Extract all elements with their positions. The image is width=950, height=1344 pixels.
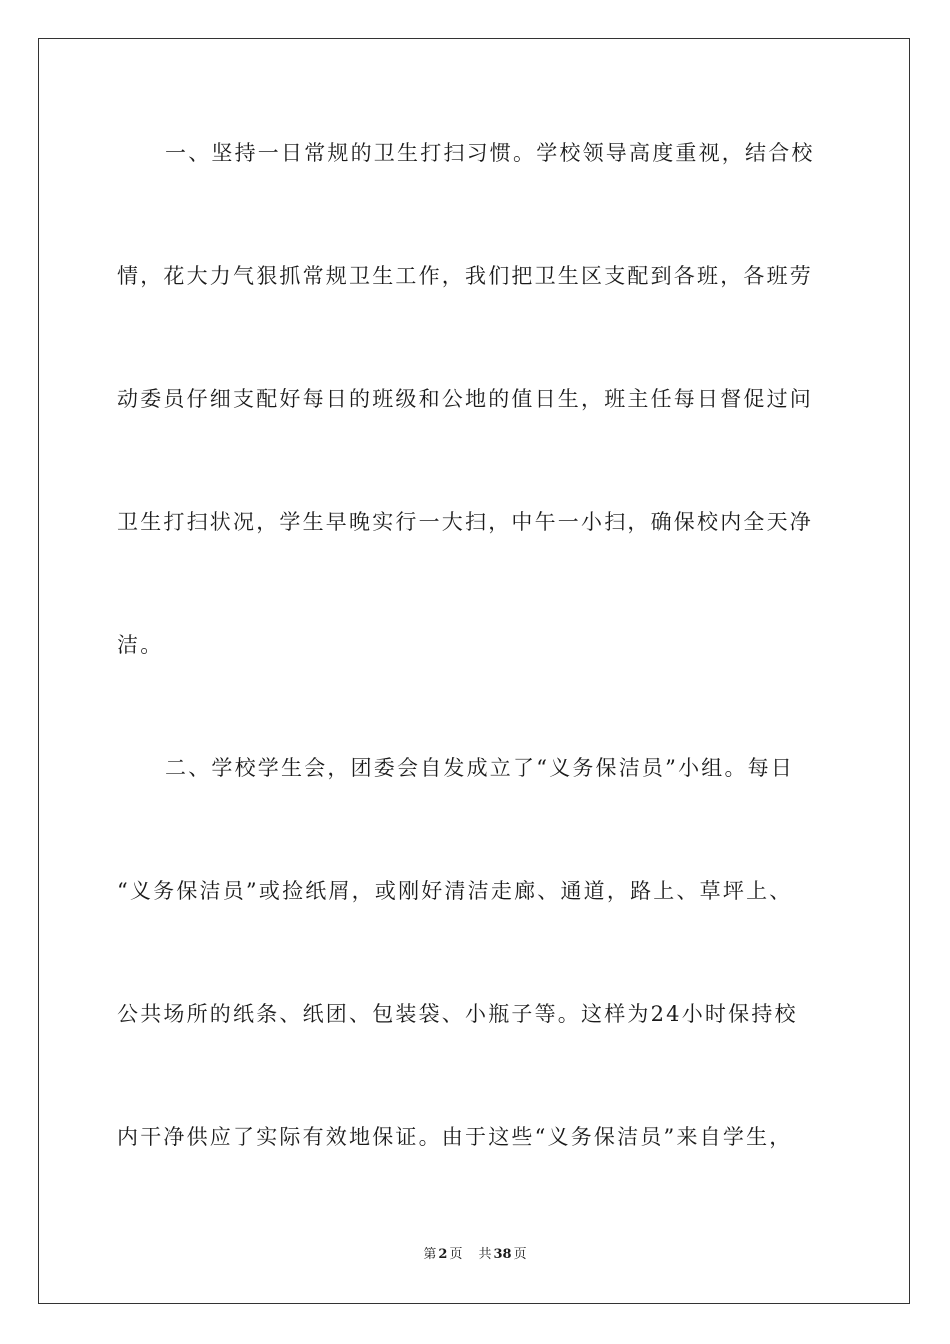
footer-page-prefix: 第 <box>423 1247 437 1262</box>
paragraph-1-line-5: 洁。 <box>117 633 164 657</box>
paragraph-2-line-3: 公共场所的纸条、纸团、包装袋、小瓶子等。这样为24小时保持校 <box>117 1002 798 1026</box>
page-footer <box>0 1246 950 1264</box>
paragraph-2-line-4: 内干净供应了实际有效地保证。由于这些“义务保洁员”来自学生， <box>117 1125 793 1149</box>
paragraph-1-line-2: 情，花大力气狠抓常规卫生工作，我们把卫生区支配到各班，各班劳 <box>117 264 813 288</box>
footer-total-pages: 38 <box>493 1247 512 1262</box>
footer-total-prefix: 共 <box>478 1247 492 1262</box>
footer-total-suffix: 页 <box>513 1247 527 1262</box>
footer-page-suffix: 页 <box>449 1247 463 1262</box>
paragraph-1-line-1: 一、坚持一日常规的卫生打扫习惯。学校领导高度重视，结合校 <box>165 141 815 165</box>
paragraph-1-line-3: 动委员仔细支配好每日的班级和公地的值日生，班主任每日督促过问 <box>117 387 813 411</box>
paragraph-1-line-4: 卫生打扫状况，学生早晚实行一大扫，中午一小扫，确保校内全天净 <box>117 510 813 534</box>
paragraph-2-line-2: “义务保洁员”或捡纸屑，或刚好清洁走廊、通道，路上、草坪上、 <box>117 879 793 903</box>
footer-page-number: 2 <box>438 1247 448 1262</box>
page-border <box>38 38 910 1304</box>
paragraph-2-line-1: 二、学校学生会，团委会自发成立了“义务保洁员”小组。每日 <box>165 756 795 780</box>
